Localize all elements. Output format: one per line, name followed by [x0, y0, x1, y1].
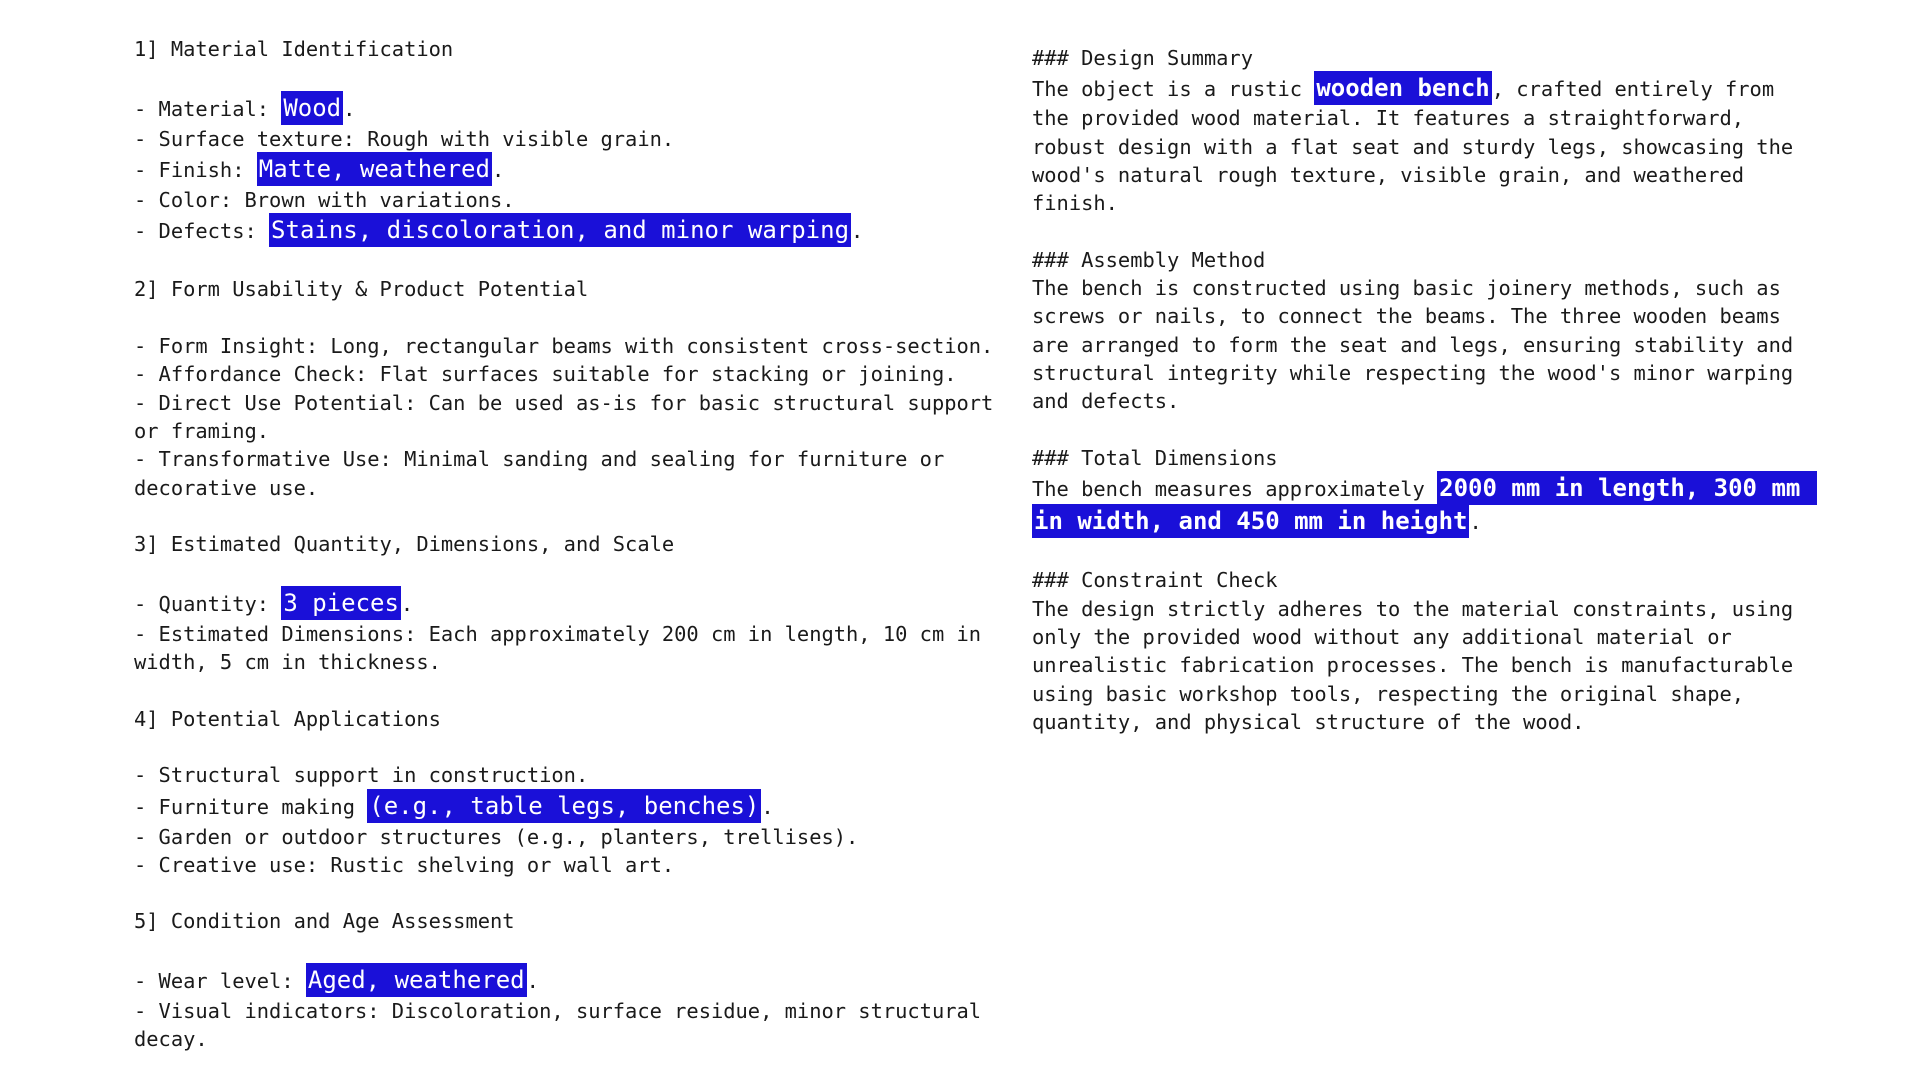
direct-use-line: - Direct Use Potential: Can be used as-is for basic structural support or framing. [134, 390, 1006, 443]
section-3-title: 3] Estimated Quantity, Dimensions, and Scale [134, 532, 675, 557]
surface-texture-line: - Surface texture: Rough with visible grain. [134, 126, 675, 151]
section-5-title: 5] Condition and Age Assessment [134, 909, 515, 934]
quantity-line: - Quantity: 3 pieces. [134, 587, 1004, 620]
total-dimensions-highlight: 2000 mm in length, 300 mm in width, and 450 mm in height [1032, 471, 1817, 538]
section-4-title: 4] Potential Applications [134, 706, 441, 731]
quantity-highlight: 3 pieces [281, 586, 401, 620]
design-summary-highlight: wooden bench [1314, 71, 1491, 105]
wear-level-line: - Wear level: Aged, weathered. [134, 964, 1004, 997]
furniture-line: - Furniture making (e.g., table legs, benches). [134, 790, 1004, 823]
material-highlight: Wood [281, 91, 343, 125]
defects-line: - Defects: Stains, discoloration, and minor warping. [134, 214, 1004, 247]
form-insight-line: - Form Insight: Long, rectangular beams with consistent cross-section. [134, 334, 994, 359]
visual-indicators-line: - Visual indicators: Discoloration, surface residue, minor structural decay. [134, 999, 994, 1052]
structural-support-line: - Structural support in construction. [134, 763, 589, 788]
transformative-use-line: - Transformative Use: Minimal sanding and sealing for furniture or decorative use. [134, 447, 957, 500]
total-dimensions-heading: ### Total Dimensions [1032, 445, 1278, 470]
defects-highlight: Stains, discoloration, and minor warping [269, 213, 851, 247]
furniture-highlight: (e.g., table legs, benches) [367, 789, 761, 823]
design-summary-text: The object is a rustic wooden bench, crafted entirely from the provided wood material. It features a straightforward, robust design with a flat seat and sturdy legs, showcasing the wood's natural rough texture, visible grain, and weathered finish. [1032, 72, 1812, 217]
color-line: - Color: Brown with variations. [134, 187, 515, 212]
finish-line: - Finish: Matte, weathered. [134, 153, 1004, 186]
affordance-line: - Affordance Check: Flat surfaces suitable for stacking or joining. [134, 362, 957, 387]
total-dimensions-text: The bench measures approximately 2000 mm in length, 300 mm in width, and 450 mm in height. [1032, 472, 1812, 538]
section-1-title: 1] Material Identification [134, 37, 454, 61]
creative-use-line: - Creative use: Rustic shelving or wall art. [134, 852, 675, 877]
constraint-check-text: The design strictly adheres to the material constraints, using only the provided wood without any additional material or unrealistic fabrication processes. The bench is manufacturable using basic workshop tools, respecting the original shape, quantity, and physical structure of the wood. [1032, 596, 1806, 734]
material-analysis-column [134, 0, 1004, 1054]
assembly-method-heading: ### Assembly Method [1032, 247, 1266, 272]
finish-highlight: Matte, weathered [257, 152, 492, 186]
material-line: - Material: Wood. [134, 92, 1004, 125]
design-proposal-column [1032, 0, 1815, 736]
dimensions-line: - Estimated Dimensions: Each approximately 200 cm in length, 10 cm in width, 5 cm in thickness. [134, 621, 994, 675]
section-2-title: 2] Form Usability & Product Potential [134, 277, 589, 302]
garden-line: - Garden or outdoor structures (e.g., planters, trellises). [134, 824, 859, 849]
assembly-method-text: The bench is constructed using basic joinery methods, such as screws or nails, to connect the beams. The three wooden beams are arranged to form the seat and legs, ensuring stability and structural integrity while respecting the wood's minor warping and defects. [1032, 276, 1806, 414]
wear-highlight: Aged, weathered [306, 963, 527, 997]
design-summary-heading: ### Design Summary [1032, 46, 1253, 70]
constraint-check-heading: ### Constraint Check [1032, 568, 1278, 593]
